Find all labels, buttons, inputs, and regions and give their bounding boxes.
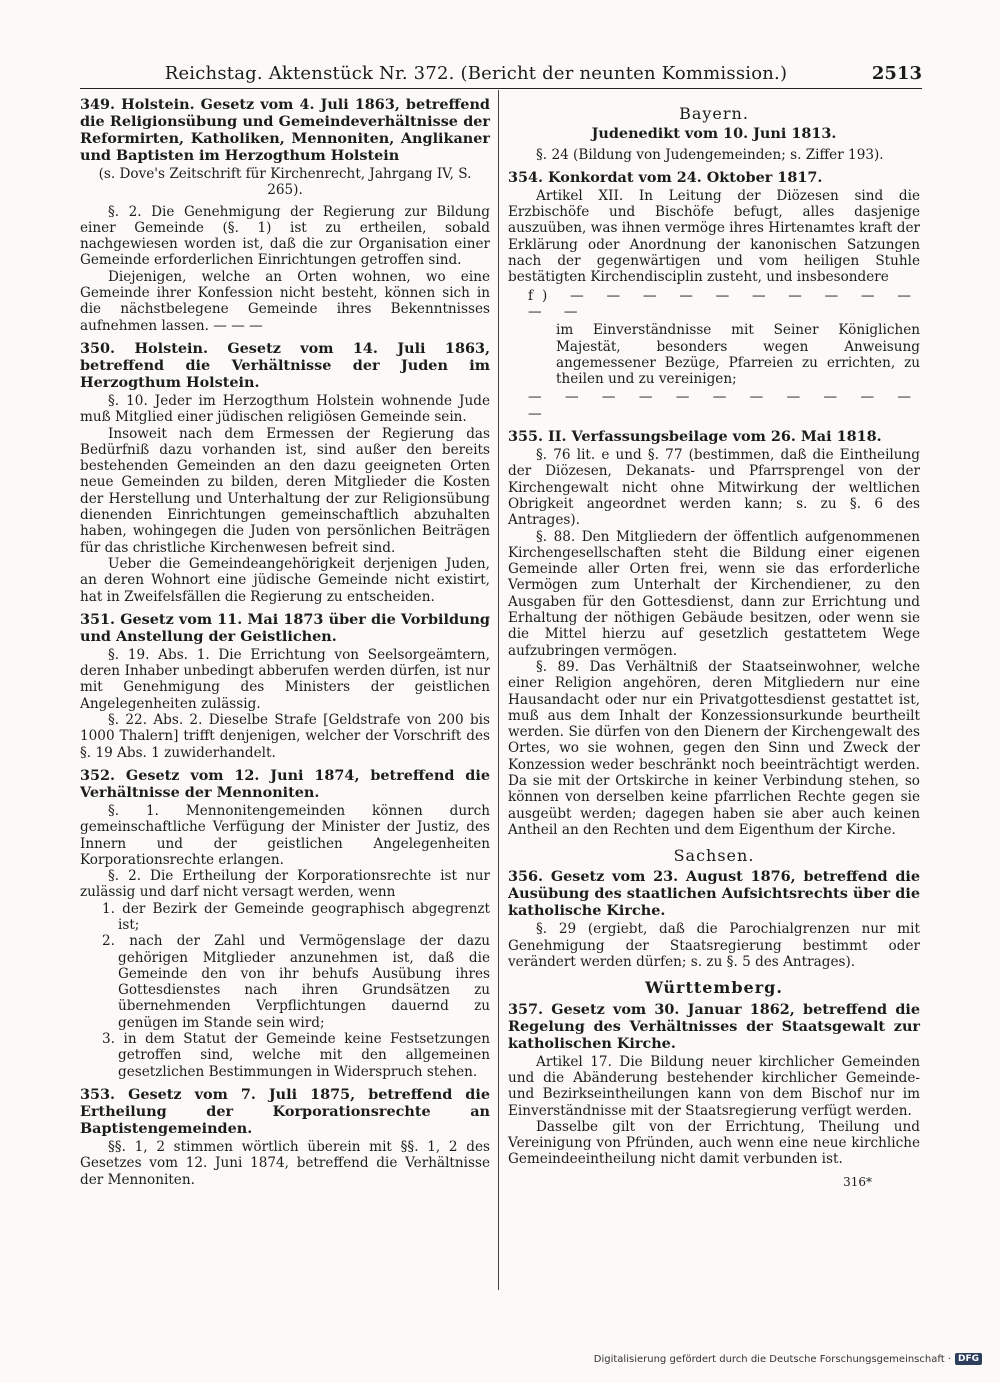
entry-357 [508,1001,920,1168]
entry-heading: 354. Konkordat vom 24. Oktober 1817. [508,168,823,186]
dfg-logo: DFG [955,1353,982,1365]
list-item: 1. der Bezirk der Gemeinde geographisch abgegrenzt ist; [102,900,490,933]
paragraph: Ueber die Gemeindeangehörigkeit derjenigen Juden, an deren Wohnort eine jüdische Gemeinde nicht existirt, hat in Zweifelsfällen die Regierung zu entscheiden. [80,555,490,605]
paragraph: §. 2. Die Genehmigung der Regierung zur Bildung einer Gemeinde (§. 1) ist zu ertheilen, sobald nachgewiesen worden ist, daß die zur Organisation einer Gemeinde erforderlichen Einrichtungen getroffen sind. [80,203,490,269]
entry-350 [80,340,490,605]
entry-heading: 357. Gesetz vom 30. Januar 1862, betreffend die Regelung des Verhältnisses der Staatsgewalt zur katholischen Kirche. [508,1000,920,1052]
paragraph: §. 76 lit. e und §. 77 (bestimmen, daß die Eintheilung der Diözesen, Dekanats- und Pfarrsprengel von der Kirchengewalt nicht ohne Mitwirkung der weltlichen Obrigkeit angeordnet werden kann; s. zu §. 6 des Antrages). [508,447,920,529]
paragraph: §. 22. Abs. 2. Dieselbe Strafe [Geldstrafe von 200 bis 1000 Thalern] trifft denjenigen, welcher der Vorschrift des §. 19 Abs. 1 zuwiderhandelt. [80,712,490,761]
right-column [508,96,920,1202]
paragraph: §. 19. Abs. 1. Die Errichtung von Seelsorgeämtern, deren Inhaber unbedingt abberufen werden dürfen, ist nur mit Genehmigung des Ministers der geistlichen Angelegenheiten zulässig. [80,646,490,712]
entry-heading: 350. Holstein. Gesetz vom 14. Juli 1863, betreffend die Verhältnisse der Juden im Herzogthum Holstein. [80,339,490,391]
entry-heading: 352. Gesetz vom 12. Juni 1874, betreffend die Verhältnisse der Mennoniten. [80,766,490,801]
paragraph: Artikel 17. Die Bildung neuer kirchlicher Gemeinden und die Abänderung bestehender kirchlicher Gemeinde- und Bezirkseintheilungen kann von dem Bischof nur im Einverständnisse mit der Staatsregierung verfügt werden. [508,1053,920,1119]
entry-source: (s. Dove's Zeitschrift für Kirchenrecht, Jahrgang IV, S. 265). [98,166,472,199]
sheet-signature: 316* [843,1174,872,1189]
header-title: Reichstag. Aktenstück Nr. 372. (Bericht der neunten Kommission.) [164,63,788,84]
paragraph: §. 1. Mennonitengemeinden können durch gemeinschaftliche Verfügung der Minister der Justiz, des Innern und der geistlichen Angelegenheiten Korporationsrechte erlangen. [80,802,490,868]
entry-judenedikt [508,126,920,163]
entry-heading: 351. Gesetz vom 11. Mai 1873 über die Vorbildung und Anstellung der Geistlichen. [80,610,490,645]
entry-354 [508,169,920,422]
entry-352 [80,767,490,1080]
column-divider [498,90,499,1290]
paragraph: Artikel XII. In Leitung der Diözesen sind die Erzbischöfe und Bischöfe befugt, alles dasjenige auszuüben, was ihnen vermöge ihres Hirtenamtes kraft der Erklärung oder Anordnung der kanonischen Satzungen nach der gegenwärtigen und vom heiligen Stuhle bestätigten Kirchendisciplin zusteht, und insbesondere [508,187,920,286]
entry-heading: 353. Gesetz vom 7. Juli 1875, betreffend die Ertheilung der Korporationsrechte an Baptistengemeinden. [80,1085,490,1137]
entry-heading: Judenedikt vom 10. Juni 1813. [591,125,837,143]
entry-353 [80,1086,490,1188]
paragraph: §§. 1, 2 stimmen wörtlich überein mit §§. 1, 2 des Gesetzes vom 12. Juni 1874, betreffend die Verhältnisse der Mennoniten. [80,1138,490,1188]
state-heading-sachsen: Sachsen. [673,846,755,866]
entry-heading: 349. Holstein. Gesetz vom 4. Juli 1863, betreffend die Religionsübung und Gemeindeverhältnisse der Reformirten, Katholiken, Mennoniten, Anglikaner und Baptisten im Herzogthum Holstein [80,96,490,164]
entry-355 [508,428,920,838]
entry-heading: 355. II. Verfassungsbeilage vom 26. Mai 1818. [508,428,882,446]
paragraph: Insoweit nach dem Ermessen der Regierung das Bedürfniß dazu vorhanden ist, sind außer den bereits bestehenden Gemeinden an den dazu geeigneten Orten neue Gemeinden zu bilden, deren Mitglieder die Kosten der Herstellung und Unterhaltung der zur Religionsübung dienenden Einrichtungen gemeinschaftlich abzuhalten haben, wohingegen die Juden von persönlichen Beiträgen für das christliche Kirchenwesen befreit sind. [80,425,490,556]
ellipsis-dashes: — — — — — — — — — — — — [528,389,920,422]
paragraph: §. 29 (ergiebt, daß die Parochialgrenzen nur mit Genehmigung der Staatsregierung bestimmt oder verändert werden dürfen; s. zu §. 5 des Antrages). [508,921,920,971]
state-heading-bayern: Bayern. [679,104,749,123]
state-heading-wuerttemberg: Württemberg. [645,978,783,998]
entry-356 [508,868,920,970]
paragraph: Dasselbe gilt von der Errichtung, Theilung und Vereinigung von Pfründen, auch wenn eine neue kirchliche Gemeindeeintheilung nicht damit verbunden ist. [508,1118,920,1168]
footer-text: Digitalisierung gefördert durch die Deutsche Forschungsgemeinschaft · [593,1353,951,1365]
list-item: 2. nach der Zahl und Vermögenslage der dazu gehörigen Mitglieder anzunehmen ist, daß die Gemeinde den von ihr behufs Ausübung ihres Gottesdienstes nach ihren Grundsätzen zu übernehmenden Verpflichtungen dauernd zu genügen im Stande sein wird; [102,933,490,1031]
entry-heading: 356. Gesetz vom 23. August 1876, betreffend die Ausübung des staatlichen Aufsichtsrechts über die katholische Kirche. [508,868,920,920]
entry-349 [80,96,490,334]
paragraph: §. 10. Jeder im Herzogthum Holstein wohnende Jude muß Mitglied einer jüdischen religiösen Gemeinde sein. [80,392,490,426]
entry-351 [80,611,490,761]
paragraph: §. 89. Das Verhältniß der Staatseinwohner, welche einer Religion angehören, deren Mitgliedern nur eine Hausandacht oder nur ein Privatgottesdienst gestattet ist, muß aus dem Inhalt der Konzessionsurkunde beurtheilt werden. Sie dürfen von den Dienern der Kirchengewalt des Ortes, wo sie wohnen, gegen den Sinn und Zweck der Konzession weder beschränkt noch beeinträchtigt werden. Da sie mit der Ortskirche in keiner Verbindung stehen, so können von derselben keine pfarrlichen Rechte gegen sie ausgeübt werden; dagegen haben sie aber auch keinen Antheil an den Rechten und dem Eigenthum der Kirche. [508,658,920,838]
digitization-footer [594,1353,982,1365]
ellipsis-dashes: f) — — — — — — — — — — — — [528,287,920,320]
paragraph: Diejenigen, welche an Orten wohnen, wo eine Gemeinde ihrer Konfession nicht besteht, können sich in die nächstbelegene Gemeinde ihres Bekenntnisses aufnehmen lassen. — — — [80,268,490,334]
page-number: 2513 [871,63,922,84]
paragraph: §. 24 (Bildung von Judengemeinden; s. Ziffer 193). [536,146,884,163]
paragraph: §. 2. Die Ertheilung der Korporationsrechte ist nur zulässig und darf nicht versagt werden, wenn [80,868,490,901]
left-column [80,96,490,1194]
running-header [80,50,922,89]
paragraph: im Einverständnisse mit Seiner Königlichen Majestät, besonders wegen Anweisung angemessener Bezüge, Pfarreien zu errichten, zu theilen und zu vereinigen; [556,322,920,388]
list-item: 3. in dem Statut der Gemeinde keine Festsetzungen getroffen sind, welche mit den allgemeinen gesetzlichen Bestimmungen in Widerspruch stehen. [102,1031,490,1080]
paragraph: §. 88. Den Mitgliedern der öffentlich aufgenommenen Kirchengesellschaften steht die Bildung einer eigenen Gemeinde aller Orten frei, wenn sie das erforderliche Vermögen zum Unterhalt der Kirchendiener, zu den Ausgaben für den Gottesdienst, dann zur Errichtung und Erhaltung der nöthigen Gebäude besitzen, oder wenn sie die Mittel hierzu auf gesetzlich gestattetem Wege aufzubringen vermögen. [508,528,920,659]
